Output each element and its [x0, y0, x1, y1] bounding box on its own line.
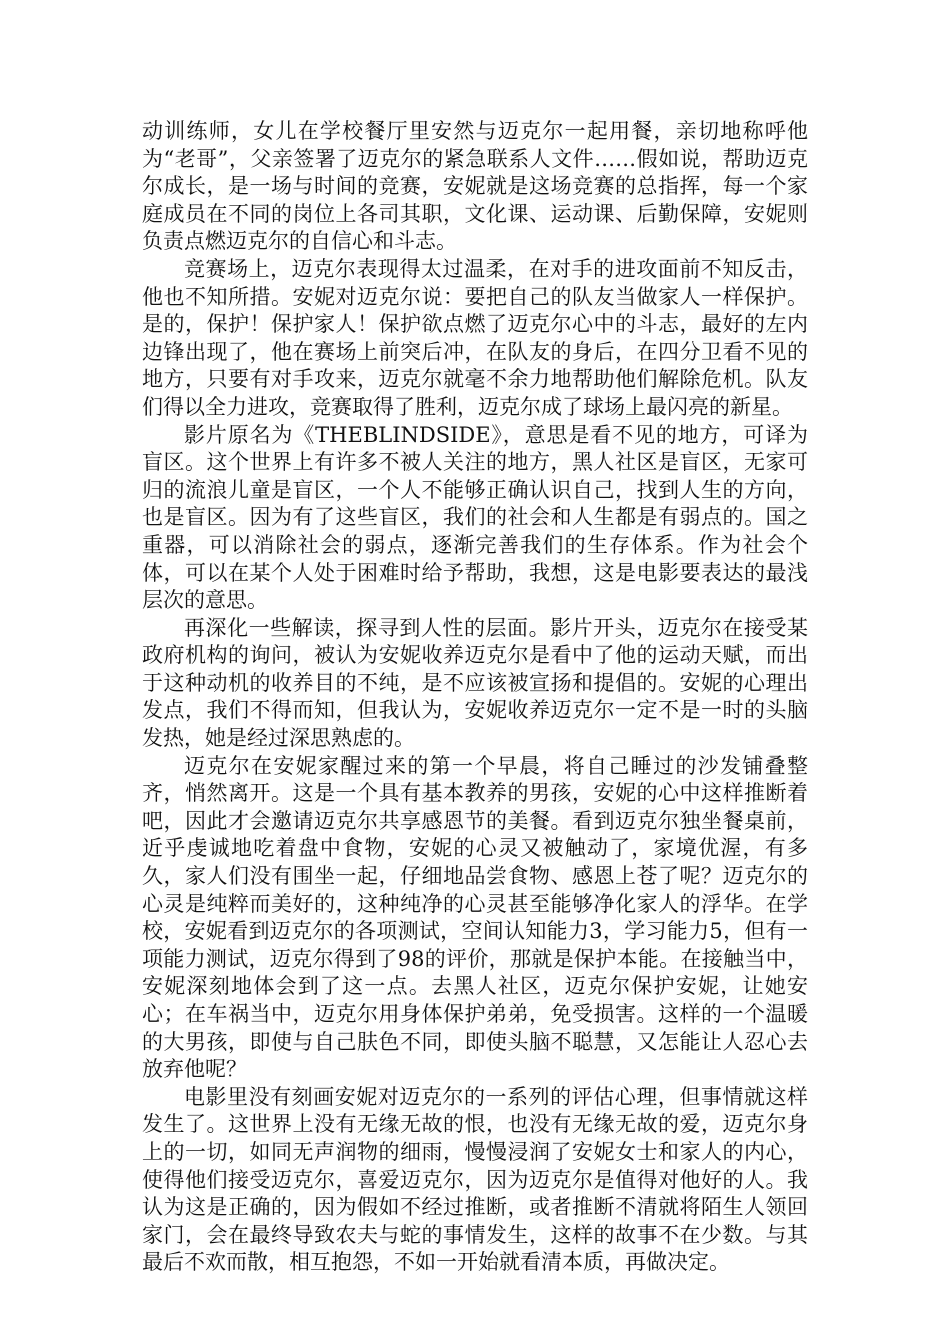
paragraph-competition: 竞赛场上，迈克尔表现得太过温柔，在对手的进攻面前不知反击，他也不知所措。安妮对迈克尔说：要把自己的队友当做家人一样保护。是的，保护！保护家人！保护欲点燃了迈克尔心中的斗志，最好的左内边锋出现了，他在赛场上前突后冲，在队友的身后，在四分卫看不见的地方，只要有对手攻来，迈克尔就毫不余力地帮助他们解除危机。队友们得以全力进攻，竞赛取得了胜利，迈克尔成了球场上最闪亮的新星。 [142, 256, 808, 419]
paragraph-conclusion: 电影里没有刻画安妮对迈克尔的一系列的评估心理，但事情就这样发生了。这世界上没有无缘无故的恨，也没有无缘无故的爱，迈克尔身上的一切，如同无声润物的细雨，慢慢浸润了安妮女士和家人的内心，使得他们接受迈克尔，喜爱迈克尔，因为迈克尔是值得对他好的人。我认为这是正确的，因为假如不经过推断，或者推断不清就将陌生人领回家门，会在最终导致农夫与蛇的事情发生，这样的故事不在少数。与其最后不欢而散，相互抱怨，不如一开始就看清本质，再做决定。 [142, 1084, 808, 1275]
paragraph-human-nature: 再深化一些解读，探寻到人性的层面。影片开头，迈克尔在接受某政府机构的询问，被认为安妮收养迈克尔是看中了他的运动天赋，而出于这种动机的收养目的不纯，是不应该被宣扬和提倡的。安妮的心理出发点，我们不得而知，但我认为，安妮收养迈克尔一定不是一时的头脑发热，她是经过深思熟虑的。 [142, 615, 808, 751]
article-body [142, 118, 808, 1277]
paragraph-blind-side: 影片原名为《THEBLINDSIDE》，意思是看不见的地方，可译为盲区。这个世界上有许多不被人关注的地方，黑人社区是盲区，无家可归的流浪儿童是盲区，一个人不能够正确认识自己，找到人生的方向，也是盲区。因为有了这些盲区，我们的社会和人生都是有弱点的。国之重器，可以消除社会的弱点，逐渐完善我们的生存体系。作为社会个体，可以在某个人处于困难时给予帮助，我想，这是电影要表达的最浅层次的意思。 [142, 422, 808, 613]
paragraph-continuation: 动训练师，女儿在学校餐厅里安然与迈克尔一起用餐，亲切地称呼他为“老哥”，父亲签署了迈克尔的紧急联系人文件……假如说，帮助迈克尔成长，是一场与时间的竞赛，安妮就是这场竞赛的总指挥，每一个家庭成员在不同的岗位上各司其职，文化课、运动课、后勤保障，安妮则负责点燃迈克尔的自信心和斗志。 [142, 119, 808, 254]
paragraph-first-morning: 迈克尔在安妮家醒过来的第一个早晨，将自己睡过的沙发铺叠整齐，悄然离开。这是一个具有基本教养的男孩，安妮的心中这样推断着吧，因此才会邀请迈克尔共享感恩节的美餐。看到迈克尔独坐餐桌前，近乎虔诚地吃着盘中食物，安妮的心灵又被触动了，家境优渥，有多久，家人们没有围坐一起，仔细地品尝食物、感恩上苍了呢？迈克尔的心灵是纯粹而美好的，这种纯净的心灵甚至能够净化家人的浮华。在学校，安妮看到迈克尔的各项测试，空间认知能力3，学习能力5，但有一项能力测试，迈克尔得到了98的评价，那就是保护本能。在接触当中，安妮深刻地体会到了这一点。去黑人社区，迈克尔保护安妮，让她安心；在车祸当中，迈克尔用身体保护弟弟，免受损害。这样的一个温暖的大男孩，即使与自己肤色不同，即使头脑不聪慧，又怎能让人忍心去放弃他呢？ [142, 753, 808, 1082]
